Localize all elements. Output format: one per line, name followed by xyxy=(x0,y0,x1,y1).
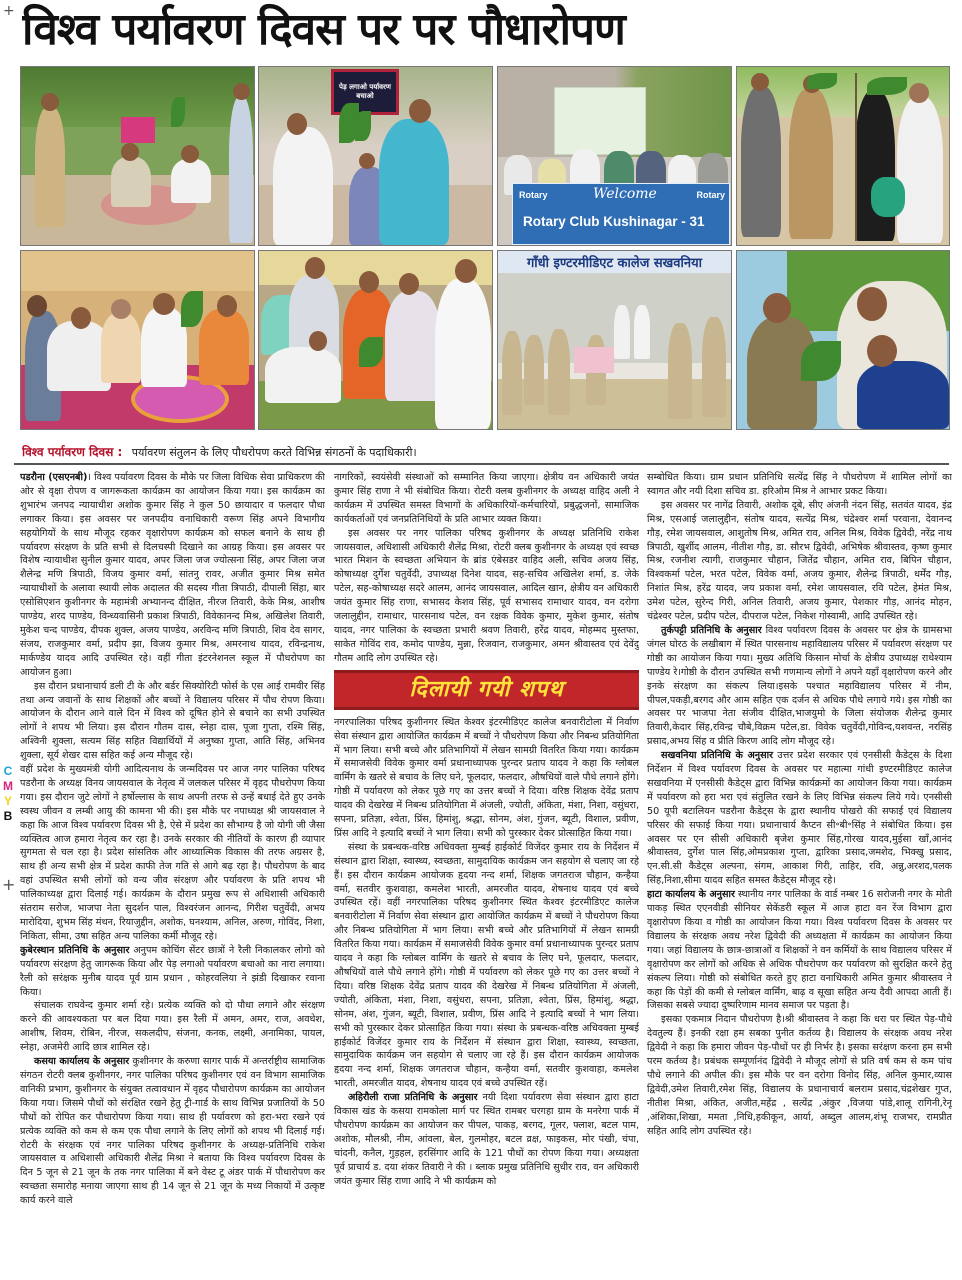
photo-rotary-club xyxy=(497,66,732,246)
caption-text: पर्यावरण संतुलन के लिए पौधरोपण करते विभिन्न संगठनों के पदाधिकारी। xyxy=(131,446,417,459)
rotary-banner xyxy=(512,183,730,245)
article-column-left xyxy=(20,471,325,1277)
rotary-welcome: Welcome xyxy=(593,186,657,202)
photo-rangoli-plantation xyxy=(20,250,255,430)
article-paragraph xyxy=(647,749,952,888)
paragraph-lead: सखवनिया प्रतिनिधि के अनुसार xyxy=(661,750,774,762)
paragraph-text: वहीं प्रदेश के मुख्यमंत्री योगी आदित्यनाथ के जन्मदिवस पर आज नगर पालिका परिषद पडरौना के अध्यक्ष विनय जायसवाल के नेतृत्व में जलकल परिसर में वृहद पौधरोपण किया गया। इस दौरान जुटे लोगों ने हर्षोल्लास के साथ अपनी तरफ से उन्हें बधाई देते हुए उनके स्वस्थ जीवन व लम्बी आयु की कामना भी की। इस मौके पर नपाध्यक्ष श्री जायसवाल ने कहा कि आज विश्व पर्यावरण दिवस भी है, ऐसे में प्रदेश का सौभाग्य है जो योगी जी जैसा व्यक्तित्व आज हमारा नेतृत्व कर रहा है। उनके सरकार की नीतियों के कारण ही व्यापार सुगमता से चल रहा है। प्रदेश सांसतिक और आध्यात्मिक विकास की तरफ अग्रसर है, साथ ही अन्य सभी क्षेत्र में प्रदेश काफी तेज गति से आगे बढ़ रहा है। पौधरोपण के बाद वहां उपस्थित सभी लोगों को वन्य जीव संरक्षण और पर्यावरण के प्रति शपथ भी पालिकाध्यक्ष द्वारा दिलाई गई। कार्यक्रम के दौरान प्रमुख रूप से अधिशासी अधिकारी संतराम सरोज, भाजपा नेता सुदर्शन पाल, विश्वरंजन आनन्द, गिरीश चतुर्वेदी, अभय मारोदिया, शुभम सिंह मंथन, रियाजुद्दीन, अशोक, घनश्याम, अनिल, अरुण, गोविंद, निशा, निकिता, सीमा, उषा सहित अन्य पालिका कर्मी मौजूद रहे। xyxy=(20,764,325,942)
caption-divider xyxy=(14,463,949,465)
article-paragraph xyxy=(20,680,325,763)
article-column-middle xyxy=(334,471,639,1277)
print-mark-c: C xyxy=(3,764,13,778)
paragraph-text: इस अवसर पर नगर पालिका परिषद कुशीनगर के अध्यक्ष प्रतिनिधि राकेश जायसवाल, अधिशासी अधिकारी शैलेंद्र मिश्रा, रोटरी क्लब कुशीनगर के अध्यक्ष एवं स्वच्छ भारत मिशन के स्वच्छता अभियान के ब्रांड एंबेसडर वाहिद अली, सचिव अजय सिंह, कोषाध्यक्ष दुर्गेश चतुर्वेदी, उपाध्यक्ष दिनेश यादव, सह-सचिव अखिलेश शर्मा, ड. जेके पटेल, सह-कोषाध्यक्ष सदरे आलम, आनंद जायसवाल, आदिल खान, क्षेत्रीय वन अधिकारी जयंत कुमार सिंह राणा, सभासद केशव सिंह, पूर्व सभासद रामाधार यादव, वन दरोगा जलालुद्दीन, रामाधार, पारसनाथ पटेल, वन रक्षक विवेक कुमार, मुकेश कुमार, संतोष यादव, नगर पालिका के स्वच्छता प्रभारी श्रवण तिवारी, हरेंद्र यादव, मोहम्मद मुस्तफा, साकेत गोविंद राव, कमोद पाण्डेय, मुन्ना, रिजवान, राजकुमार, अमन श्रीवास्तव एवं देवेंदु गौतम आदि लोग उपस्थित रहे। xyxy=(334,527,639,664)
paragraph-text: इस अवसर पर नागेंद्र तिवारी, अशोक दूबे, सीए अंजनी नंदन सिंह, सतवंत यादव, इंद्र मिश्र, एसआई जलालुद्दीन, संतोष यादव, सत्येंद्र मिश्र, चंद्रेश्वर शर्मा परवाना, देवानन्द गौड़, रमेश जायसवाल, आशुतोष मिश्र, अमित राव, अनिल मिश्र, विवेक द्विवेदी, नरेंद्र नाथ त्रिपाठी, खुर्शीद आलम, नीतीश गौड़, डा. सौरभ द्विवेदी, अभिषेक श्रीवास्तव, कृष्ण कुमार मिश्र, रजनीश त्यागी, राजकुमार चौहान, जितेंद्र चौहान, अमित राव, बिपिन चौहान, विश्वकर्मा पटेल, भरत पटेल, विवेक वर्मा, अजय कुमार, शैलेन्द्र त्रिपाठी, धर्मेंद गौड़, निशांत मिश्र, हरेंद्र यादव, जय प्रकाश वर्मा, रमेश जायसवाल, रवि पटेल, हेमंत मिश्र, उमेश पटेल, सुरेन्द गिरी, अनिल तिवारी, अजय कुमार, पेशकार गौड़, आनंद मोहन, चंद्रेश्वर पटेल, प्रदीप पटेल, दीपराज पटेल, निकेश गोस्वामी, आदि उपस्थित रहे। xyxy=(647,499,952,623)
paragraph-lead: हाटा कार्यालय के अनुसार xyxy=(647,889,735,901)
rotary-logo-left: Rotary xyxy=(519,190,548,200)
photo-official-watering xyxy=(736,66,950,246)
paragraph-text: । विश्व पर्यावरण दिवस के मौके पर जिला विधिक सेवा प्राधिकरण की ओर से वृक्षा रोपण व जागरूकता कार्यक्रम का आयोजन किया गया। इस कार्यक्रम का शुभारंभ जनपद न्यायाधीश अशोक कुमार सिंह ने कुल 50 छायादार व फलदार पौधा लगाकर किया। इस अवसर पर जनपदीय वनाधिकारी वरूण सिंह अपने विभागीय सहयोगियों के साथ मौजूद रहकर वृक्षारोपण कार्यक्रम को सफल बनाने के साथ ही पर्यावरण संरक्षण के प्रति सभी से दिलचस्पी दिखाने का आग्रह किया। इस अवसर पर विशेष न्यायाधीश सुनील कुमार यादव, अपर जिला जज ज्योत्सना सिंह, अपर जिला जज शैलेन्द्र मणि त्रिपाठी, विजय कुमार वर्मा, सांतनु रावर, अजीत कुमार मिश्र समेत न्यायाधीशों के अलावा स्थायी लोक अदालत की सदस्य गीता त्रिपाठी, दीपाली सिंहा, बार एसोसिएशन कुशीनगर के महामंत्री अभ्यानन्द दीक्षित, नीरज तिवारी, केके मिश्र, आशीष पाण्डेय, शरद पाण्डेय, विन्ध्यवासिनी प्रकाश त्रिपाठी, विवेकानन्द मिश्र, अखिलेश तिवारी, मुकेश चन्द पाण्डेय, दीपक शुक्ल, अजय पाण्डेय, अरविन्द मणि त्रिपाठी, शिव देव सागर, संजय, राजकुमार वर्मा, प्रदीप झा, विजय कुमार मिश्र, अमरनाथ यादव, रविन्द्रनाथ, मार्कण्डेय यादव आदि उपस्थित रहे। वहीं गीता इंटरनेशनल स्कूल में पौधरोपण का आयोजन हुआ। xyxy=(20,472,325,678)
article-paragraph xyxy=(20,944,325,1000)
paragraph-text: संचालक राघवेन्द कुमार शर्मा रहे। प्रत्येक व्यक्ति को दो पौधा लगाने और संरक्षण करने की आवश्यकता पर बल दिया गया। इस रैली में अमन, अमर, राज, अवधेश, आशीष, शिवम, रोबिन, नीरज, सकलदीप, संजना, कनक, लक्ष्मी, अनामिका, पायल, स्नेहा, अजमेरी आदि छात्र शामिल रहे। xyxy=(20,1000,325,1054)
paragraph-lead: अहिरौली राजा प्रतिनिधि के अनुसार xyxy=(348,1092,478,1104)
print-mark-b: B xyxy=(3,809,13,823)
paragraph-lead: कसया कार्यालय के अनुसार xyxy=(34,1056,130,1068)
article-paragraph xyxy=(20,1055,325,1208)
article-paragraph xyxy=(647,624,952,749)
photo-police-plantation xyxy=(20,66,255,246)
article-paragraph xyxy=(334,1091,639,1188)
paragraph-lead: कुबेरस्थान प्रतिनिधि के अनुसार xyxy=(20,944,130,956)
registration-mark-top: + xyxy=(3,3,15,19)
registration-mark-left: + xyxy=(2,875,16,894)
paragraph-text: अनुपम कोचिंग सेंटर छात्रों ने रैली निकालकर लोगो को पर्यावरण संरक्षण हेतु जागरूक किया और पेड़ लगाओ पर्यावरण बचाओ का नारा लगाया। रैली को सरंक्षक मुनीब यादव पूर्व ग्राम प्रधान , कोहरवलिया ने झंडी दिखाकर रवाना किया। xyxy=(20,944,325,998)
rotary-logo-right: Rotary xyxy=(696,190,725,200)
paragraph-text: नयी दिशा पर्यावरण सेवा संस्थान द्वारा हाटा विकास खंड के कसया रामकोला मार्ग पर स्थित रामबर चरगहा ग्राम के मनरेगा पार्क में पौधरोपण कार्यक्रम का आयोजन कर पीपल, पाकड़, बरगद, गूलर, फ्लाश, बटल पाम, अशोक, मौलश्री, नीम, आंवला, बेल, गुलमोहर, बटल व्रक्ष, फाइकस, मोर पंखी, चंपा, चांदनी, कनैल, गुड़हल, हरसिंगार आदि के 121 पौधों का रोपण किया गया। अध्यक्षता पूर्व प्राचार्य ड. दया शंकर तिवारी ने की । ब्लाक प्रमुख प्रतिनिधि सुधीर राव, वन अधिकारी जयंत कुमार सिंह राणा आदि ने भी कार्यक्रम को xyxy=(334,1092,639,1187)
subheading-shapath: दिलायी गयी शपथ xyxy=(409,676,564,702)
print-mark-y: Y xyxy=(3,794,12,808)
paragraph-text: उत्तर प्रदेश सरकार एवं एनसीसी कैडेट्स के दिशा निर्देशन में विश्व पर्यावरण दिवस के अवसर पर महात्मा गांधी इण्टरमीडिएट कालेज सखवनिया में एनसीसी कैडेट्स द्वारा विभिन्न कार्यक्रमों का आयोजन किया गया। कार्यक्रम में पर्यावरण को हरा भरा एवं संतुलित रखने के लिए विभिन्न संकल्प लिये गये। एनसीसी 50 यूपी बटालियन पडरौना कैडेट्स के द्वारा स्थानीय पोखरो की सफाई एवं विद्यालय परिसर की सफाई किया गया। प्रधानाचार्य कैप्टन सी॰बी॰सिंह ने संबोधित किया। इस अवसर पर एन सीसी अधिकारी बृजेश कुमार सिंह,गोरख यादव,मुईसा खाँ,आनंद श्रीवास्तव, दुर्गेश पाल सिंह,ओमप्रकाश गुप्ता, द्वारिका प्रसाद,जमशेद, भिक्खु प्रसाद, एन.सी.सी कैडेट्स अल्पना, संगम, आकाश गिरी, ताहिर, रवि, अन्नु,अरशद,पलक सिंह,निशा,सीमा यादव सहित समस्त कैडेट्स मौजूद रहे। xyxy=(647,750,952,887)
photo-caption xyxy=(22,443,952,461)
article-paragraph xyxy=(647,888,952,1013)
print-mark-m: M xyxy=(3,779,13,793)
paragraph-text: नगरपालिका परिषद कुशीनगर स्थित केश्वर इंटरमीडिएट कालेज बनवारीटोला में निर्वाण सेवा संस्थान द्वारा आयोजित कार्यक्रम में बच्चों ने पौधरोपण किया और निबन्ध प्रतियोगिता में भाग लिया। सभी बच्चे और प्रतिभागियों में लेखन सामग्री वितरित किया गया। कार्यक्रम में समाजसेवी विवेक कुमार वर्मा प्रधानाध्यापक पुरन्दर प्रताप यादव ने कहा कि ग्लोबल वार्मिंग के खतरे से बचाव के लिए घने, फूलदार, फलदार, औषधियों वाले पौधे लगाने होंगे। गोष्ठी में पर्यावरण को लेकर पूछे गए का उत्तर बच्चों ने दिया। वरिष्ठ शिक्षक देवेंद्र प्रताप यादव की देखरेख में निबन्ध प्रतियोगिता में अंजली, ज्योती, अंकिता, मंशा, निशा, वसुंधरा, सपना, प्रतिज्ञा, श्वेता, प्रिंस, हिमांशु, श्रद्धा, सोनम, अंश, गुंजन, ब्यूटी, विशाल, प्रवीण, प्रिंस आदि ने इत्यादि बच्चों ने भाग लिया। सभी को पुरस्कार देकर प्रोत्साहित किया गया। xyxy=(334,716,639,839)
paragraph-text: इस दौरान प्रधानाचार्य डली टी के और बर्डर सिक्योरिटी फोर्स के एस आई रामवीर सिंह तथा अन्य जवानों के साथ शिक्षकों और बच्चों ने विद्यालय परिसर में पौध रोपण किया। आयोजन के दौरान आने वाले दिन में विश्व को दूषित होने से बचाने का सभी उपस्थित लोगों ने शपथ भी लिया। इस दौरान गौतम दास, स्नेहा दास, पूजा गुप्ता, रश्मि सिंह, अश्विनी शुक्ला, सत्यम सिंह सहित विद्यार्थियों में अनुष्का गुप्ता, आति सिंह, अभिनव शुक्ला, सूर्य शेखर दास सहित कई अन्य मौजूद रहे। xyxy=(20,680,325,762)
article-paragraph xyxy=(334,527,639,666)
paragraph-text: स्थानीय नगर पालिका के वार्ड नम्बर 16 सरोजनी नगर के मोती पाकड़ स्थित एएनवीडी सीनियर सेकेंडरी स्कूल में आज हाटा वन रेंज विभाग द्वारा वृक्षारोपण किया व गोष्ठी का आयोजन किया गया। विश्व पर्यावरण दिवस के अवसर पर विद्यालय के संरक्षक अवध नरेश द्विवेदी की अध्यक्षता में कार्यक्रम का आयोजन किया गया। जहां विद्यालय के छात्र-छात्राओं व शिक्षकों ने वन कर्मियों के साथ विद्यालय परिसर में वृक्षारोपण कर लोगों को अधिक से अधिक पौधरोपण कर पर्यावरण को सुरक्षित करने हेतु संकल्प लिया। गोष्ठी को संबोधित करते हुए हाटा वनाधिकारी अमित कुमार श्रीवास्तव ने कहा कि पेड़ों की कमी से ग्लोबल वार्मिंग, बाढ़ व सूखा सहित अन्य दैवी आपदा आती हैं। जिसका सबसे ज्यादा दुष्परिणाम मानव समाज पर पड़ता है। xyxy=(647,889,952,1012)
photo-ncc-cadets xyxy=(497,250,732,430)
headline: विश्व पर्यावरण दिवस पर पर पौधारोपण xyxy=(22,4,625,55)
paragraph-text: सम्बोधित किया। ग्राम प्रधान प्रतिनिधि सत्येंद्र सिंह ने पौधरोपण में शामिल लोगों का स्वागत और नयी दिशा सचिव डा. हरिओम मिश्र ने आभार प्रकट किया। xyxy=(647,472,952,497)
subheading-banner xyxy=(334,670,639,710)
article-paragraph xyxy=(20,763,325,944)
college-name-sign: गाँधी इण्टरमीडिएट कालेज सखवनिया xyxy=(498,251,731,273)
paragraph-text: इसका एकमात्र निदान पौधरोपण है।श्री श्रीवास्तव ने कहा कि धरा पर स्थित पेड़-पौधे देवतुल्य हैं। इनकी रक्षा हम सबका पुनीत कर्तव्य है। विद्यालय के संरक्षक अवध नरेश द्विवेदी ने कहा कि हमारा जीवन पेड़-पौधों पर ही निर्भर है। इसका सरंक्षण करना हम सभी परम कर्तव्य है। प्रबंधक सम्पूर्णानंद द्विवेदी ने मौजूद लोगों से प्रति वर्ष कम से कम पांच पौधे लगाने की अपील की। इस मौके पर वन दरोगा विनोद सिंह, अनिल कुमार,व्यास द्विवेदी,उमेश तिवारी,रमेश सिंह, विद्यालय के प्रधानाचार्य बलराम प्रसाद,चंद्रशेखर गुप्त, नीतीश मिश्रा, अंकित, अजीत,महेंद्र , सत्येंद्र ,अंकुर ,विजया पांडे,शालू रागिनी,रेनू ,अंशिका,शिखा, ममता ,निधि,हकीकून, आर्या, अब्दुल आलम,शंभू राजभर, रामप्रीत सहित आदि लोग उपस्थित रहे। xyxy=(647,1014,952,1137)
article-paragraph xyxy=(334,471,639,527)
caption-lead: विश्व पर्यावरण दिवस : xyxy=(22,445,123,459)
article-paragraph xyxy=(334,841,639,1091)
banner-tree-slogan: पेड़ लगाओ पर्यावरण बचाओ xyxy=(331,69,399,115)
photo-group-planting xyxy=(258,250,493,430)
paragraph-text: कुशीनगर के करुणा सागर पार्क में अन्तर्राष्ट्रीय सामाजिक संगठन रोटरी क्लब कुशीनगर, नगर पालिका परिषद कुशीनगर एवं वन विभाग सामाजिक वानिकी प्रभाग, कुशीनगर के संयुक्त तत्वावधान में वृहद पौधारोपण कार्यक्रम का आयोजन किया गया। जिसमे पौधों को संरक्षित रखने हेतु ट्री-गार्ड के साथ विभिन्न प्रजातियों के 50 पौधों को रोपित कर पौधारोपण किया गया। साथ ही पर्यावरण को हरा-भरा रखने एवं प्रत्येक व्यक्ति को कम से कम एक पौधा लगाने के लिए लोगों को शपथ भी दिलाई गई। रोटरी के संरक्षक एवं नगर पालिका परिषद कुशीनगर के अध्यक्ष-प्रतिनिधि राकेश जायसवाल व अधिशासी अधिकारी शैलेंद्र मिश्रा ने बताया कि विश्व पर्यावरण दिवस के दिन 5 जून से 21 जून के तक नगर पालिका में बने वेस्ट टू अंडर पार्क में पौधारोपण कर स्वच्छता समारोह मनाया जाएगा साथ ही 14 जून से 21 जून के मध्य निकायों में उत्कृष्ट कार्य करने वाले xyxy=(20,1056,325,1207)
paragraph-text: विश्व पर्यावरण दिवस के अवसर पर क्षेत्र के ग्रामसभा जंगल घोरठ के लखीबाग में स्थित पारसनाथ महाविद्यालय परिसर में पर्यावरण संरक्षण पर गोष्ठी का आयोजन किया गया। मुख्य अतिथि किसान मोर्चा के क्षेत्रीय उपाध्यक्ष राधेश्याम पाण्डेय रे।गोष्ठी के दौरान उपस्थित सभी गणमान्य लोगों ने अपने यहाँ वृक्षारोपण करने और इनके संरक्षण का संकल्प लिया।इसके पश्चात महाविद्यालय परिसर में नीम, पीपल,पकड़ी,बरगद और आम सहित एक दर्जन से अधिक पौधे लगाये गये। इस गोष्ठी का अवसर पर भाजपा नेता संजीव दीक्षित,भाजयुमो के जिला संयोजक शैलेन्द्र कुमार तिवारी,केदार सिंह,रविन्द्र चौबे,विक्रम पटेल,डा. विवेक चतुर्वेदी,गोविन्द,यशवन्त, नरसिंह प्रसाद,अभय सिंह व प्रीति किरण आदि लोग मौजूद रहे। xyxy=(647,624,952,748)
paragraph-lead: तुर्कपट्टी प्रतिनिधि के अनुसार xyxy=(661,624,762,636)
photo-cadets-with-plant xyxy=(736,250,950,430)
paragraph-text: संस्था के प्रबन्धक-वरिष्ठ अधिवक्ता मुम्बई हाईकोर्ट विजेंदर कुमार राय के निर्देशन में संस्थान द्वारा शिक्षा, स्वास्थ्य, स्वच्छता, सामुदायिक कार्यक्रम जन सहयोग से चलाए जा रहे हैं। इस दौरान कार्यक्रम आयोजक हृदया नन्द शर्मा, शिक्षक जगतराज चौहान, कन्हैया वर्मा, सतवीर कुशवाहा, कमलेश भारती, अमरजीत यादव, शेषनाथ यादव एवं बच्चे उपस्थित रहें। वहीं नगरपालिका परिषद कुशीनगर स्थित केश्वर इंटरमीडिएट कालेज बनवारीटोला में निर्वाण सेवा संस्थान द्वारा आयोजित कार्यक्रम में बच्चों ने पौधरोपण किया और निबन्ध प्रतियोगिता में भाग लिया। सभी बच्चे और प्रतिभागियों में लेखन सामग्री वितरित किया गया। कार्यक्रम में समाजसेवी विवेक कुमार वर्मा प्रधानाध्यापक पुरन्दर प्रताप यादव ने कहा कि ग्लोबल वार्मिंग के खतरे से बचाव के लिए घने, फूलदार, फलदार, औषधियों वाले पौधे लगाने होंगे। गोष्ठी में पर्यावरण को लेकर पूछे गए का उत्तर बच्चों ने दिया। वरिष्ठ शिक्षक देवेंद्र प्रताप यादव की देखरेख में निबन्ध प्रतियोगिता में अंजली, ज्योती, अंकिता, मंशा, निशा, वसुंधरा, सपना, प्रतिज्ञा, श्वेता, प्रिंस, हिमांशु, श्रद्धा, सोनम, अंश, गुंजन, ब्यूटी, विशाल, प्रवीण, प्रिंस आदि ने इत्यादि बच्चों ने भाग लिया। सभी को पुरस्कार देकर प्रोत्साहित किया गया। संस्था के प्रबन्धक-वरिष्ठ अधिवक्ता मुम्बई हाईकोर्ट विजेंदर कुमार राय के निर्देशन में संस्थान द्वारा शिक्षा, स्वास्थ्य, स्वच्छता, सामुदायिक कार्यक्रम जन सहयोग से चलाए जा रहे हैं। इस दौरान कार्यक्रम आयोजक हृदया नन्द शर्मा, शिक्षक जगतराज चौहान, कन्हैया वर्मा, सतवीर कुशवाहा, कमलेश भारती, अमरजीत यादव, शेषनाथ यादव एवं बच्चे उपस्थित रहें। xyxy=(334,841,639,1090)
article-paragraph xyxy=(647,499,952,624)
article-paragraph xyxy=(647,1013,952,1138)
paragraph-lead: पडरौना (एसएनबी) xyxy=(20,472,88,483)
photo-plant-handover xyxy=(258,66,493,246)
article-paragraph xyxy=(647,471,952,499)
article-paragraph xyxy=(334,716,639,841)
article-paragraph xyxy=(20,999,325,1055)
paragraph-text: नागरिकों, स्वयंसेवी संस्थाओं को सम्मानित किया जाएगा। क्षेत्रीय वन अधिकारी जयंत कुमार सिंह राणा ने भी संबोधित किया। रोटरी क्लब कुशीनगर के अध्यक्ष वाहिद अली ने कार्यक्रम में उपस्थित समस्त विभागों के अधिकारियों-कर्मचारियों, प्रबुद्धजनों, सामाजिक कार्यकर्ताओं एवं जनप्रतिनिधियों के प्रति आभार व्यक्त किया। xyxy=(334,472,639,525)
rotary-banner-title: Rotary Club Kushinagar - 31 xyxy=(523,214,705,229)
article-column-right xyxy=(647,471,952,1277)
article-paragraph xyxy=(20,471,325,680)
